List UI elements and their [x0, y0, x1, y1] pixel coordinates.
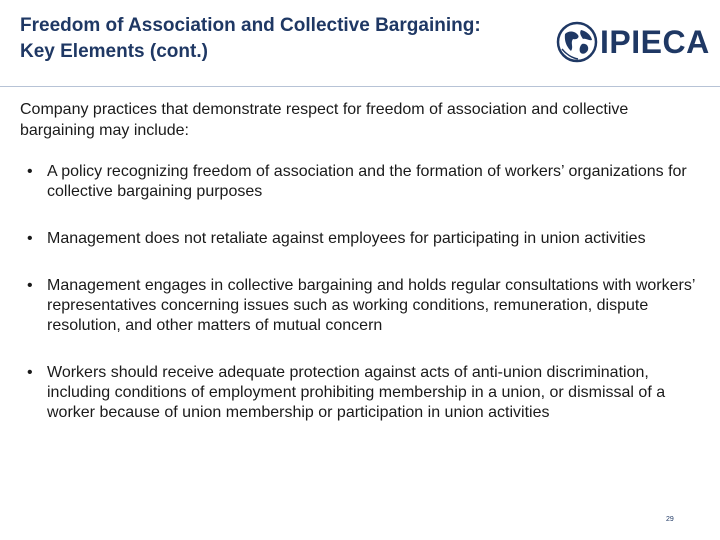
bullet-item — [27, 229, 697, 249]
title-line-1: Freedom of Association and Collective Bargaining: — [20, 15, 481, 36]
bullet-text: A policy recognizing freedom of association and the formation of workers’ organizations for collective bargaining purposes — [47, 163, 687, 200]
header-divider — [0, 86, 720, 87]
slide-title — [20, 13, 540, 65]
bullet-symbol: • — [27, 277, 33, 294]
bullet-list — [27, 162, 697, 423]
bullet-item — [27, 363, 697, 423]
bullet-text: Management engages in collective bargaining and holds regular consultations with workers’ representatives concerning issues such as working conditions, remuneration, dispute resolution, and other matters of mutual concern — [47, 277, 695, 334]
ipieca-logo — [556, 20, 710, 64]
bullet-symbol: • — [27, 364, 33, 381]
bullet-text: Workers should receive adequate protection against acts of anti-union discrimination, including conditions of employment prohibiting membership in a union, or dismissal of a worker because of union membership or participation in union activities — [47, 364, 666, 421]
bullet-text: Management does not retaliate against employees for participating in union activities — [47, 230, 646, 247]
bullet-item — [27, 162, 697, 202]
bullet-symbol: • — [27, 230, 33, 247]
globe-icon — [556, 21, 598, 63]
title-line-2: Key Elements (cont.) — [20, 41, 208, 62]
intro-text: Company practices that demonstrate respect for freedom of association and collective bargaining may include: — [20, 101, 629, 139]
page-number: 29 — [666, 516, 674, 523]
bullet-symbol: • — [27, 163, 33, 180]
bullet-item — [27, 276, 697, 336]
logo-text: IPIECA — [600, 24, 710, 60]
